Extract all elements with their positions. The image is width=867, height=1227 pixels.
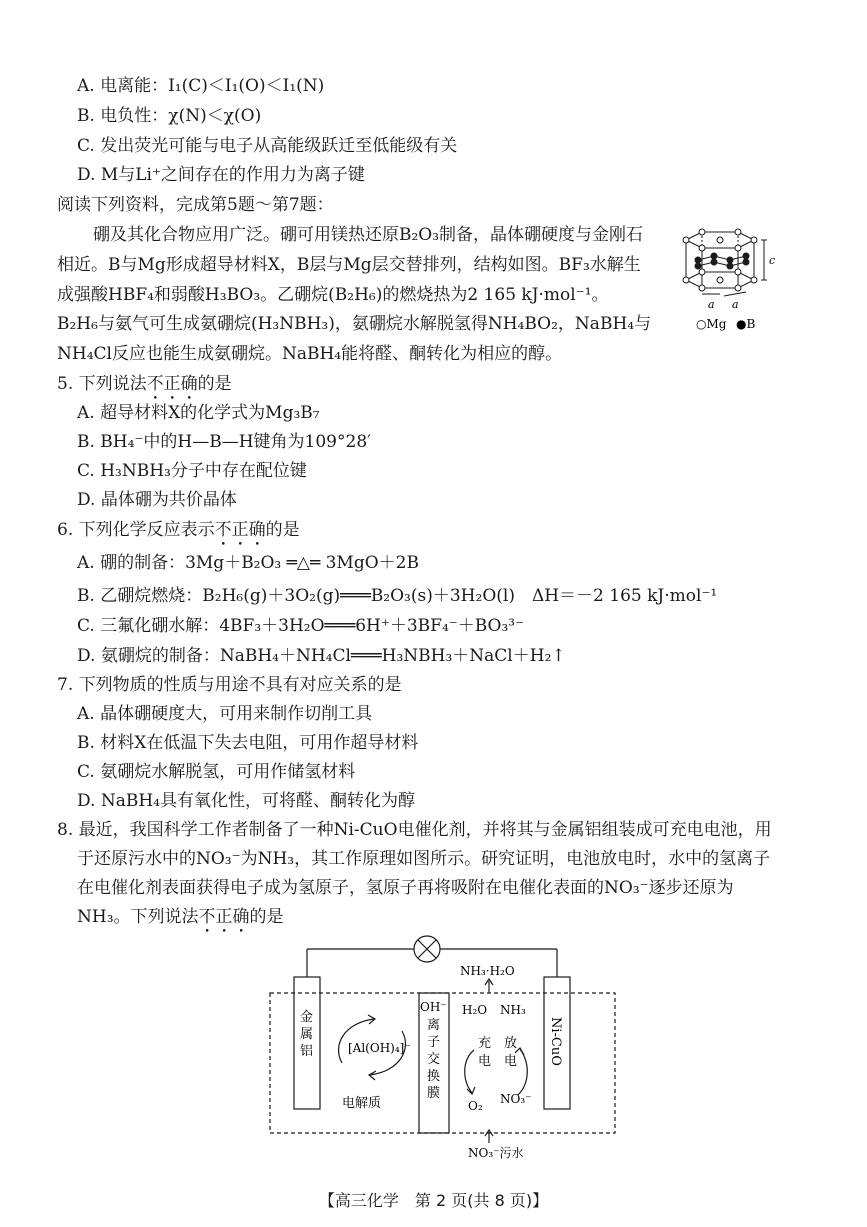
q5-stem (57, 372, 232, 404)
battery-diagram (262, 935, 622, 1160)
q6-stem (57, 518, 300, 550)
diagram-discharge-char-2: 电 (504, 1054, 518, 1069)
q8-line-3: 在电催化剂表面获得电子成为氢原子，氢原子再将吸附在电催化表面的NO₃⁻逐步还原为 (77, 878, 734, 898)
reading-line-3: 成强酸HBF₄和弱酸H₃BO₃。乙硼烷(B₂H₆)的燃烧热为2 165 kJ·mol⁻¹。 (57, 285, 609, 305)
diagram-discharge-char-1: 放 (504, 1036, 518, 1051)
q7-option-b: B. 材料X在低温下失去电阻，可用作超导材料 (77, 733, 419, 753)
q4-option-b: B. 电负性：χ(N)＜χ(O) (77, 106, 262, 126)
q7-option-a: A. 晶体硼硬度大，可用来制作切削工具 (77, 704, 373, 724)
q8-last-emphasis: 不正确 (198, 907, 250, 927)
diagram-charge-char-1: 充 (478, 1036, 492, 1051)
diagram-membrane-char-4: 换 (427, 1069, 441, 1084)
diagram-membrane-char-1: 离 (427, 1018, 441, 1033)
diagram-no3: NO₃⁻ (500, 1092, 532, 1106)
diagram-nh3-h2o: NH₃·H₂O (460, 964, 515, 978)
q4-option-a: A. 电离能：I₁(C)＜I₁(O)＜I₁(N) (77, 76, 325, 96)
q5-option-c: C. H₃NBH₃分子中存在配位键 (77, 461, 307, 481)
diagram-membrane-oh: OH⁻ (420, 1000, 447, 1014)
q6-option-c: C. 三氟化硼水解：4BF₃＋3H₂O═══6H⁺＋3BF₄⁻＋BO₃³⁻ (77, 616, 525, 636)
page-footer: 【高三化学 第 2 页(共 8 页)】 (318, 1191, 549, 1210)
diagram-o2: O₂ (468, 1099, 483, 1113)
q5-option-d: D. 晶体硼为共价晶体 (77, 490, 237, 510)
diagram-membrane-char-5: 膜 (427, 1086, 441, 1101)
q5-option-b: B. BH₄⁻中的H—B—H键角为109°28′ (77, 432, 371, 452)
q4-option-d: D. M与Li⁺之间存在的作用力为离子键 (77, 165, 365, 185)
q5-stem-post: 的是 (197, 374, 232, 394)
crystal-structure-figure (672, 218, 802, 338)
q6-stem-post: 的是 (265, 520, 300, 540)
reading-line-2: 相近。B与Mg形成超导材料X，B层与Mg层交替排列，结构如图。BF₃水解生 (57, 255, 641, 275)
diagram-charge-char-2: 电 (478, 1054, 492, 1069)
diagram-al-char-3: 铝 (300, 1044, 314, 1059)
q7-option-c: C. 氨硼烷水解脱氢，可用作储氢材料 (77, 762, 356, 782)
crystal-legend-b: ●B (736, 317, 756, 331)
q4-option-c: C. 发出荧光可能与电子从高能级跃迁至低能级有关 (77, 136, 458, 156)
q8-line-4 (77, 905, 284, 937)
diagram-membrane-char-3: 交 (427, 1052, 441, 1067)
q5-stem-pre: 5. 下列说法 (57, 374, 147, 394)
crystal-label-a1: a (708, 298, 715, 311)
q5-option-a: A. 超导材料X的化学式为Mg₃B₇ (77, 403, 320, 423)
diagram-al-char-1: 金 (300, 1010, 314, 1025)
q8-line-2: 于还原污水中的NO₃⁻为NH₃，其工作原理如图所示。研究证明，电池放电时，水中的氢离子 (77, 849, 771, 869)
reading-line-1: 硼及其化合物应用广泛。硼可用镁热还原B₂O₃制备，晶体硼硬度与金刚石 (93, 225, 644, 245)
q8-last-pre: NH₃。下列说法 (77, 907, 199, 927)
q8-line-1: 8. 最近，我国科学工作者制备了一种Ni-CuO电催化剂，并将其与金属铝组装成可充电电池，用 (57, 820, 772, 840)
reading-line-4: B₂H₆与氨气可生成氨硼烷(H₃NBH₃)，氨硼烷水解脱氢得NH₄BO₂，NaBH₄与 (57, 314, 652, 334)
diagram-nicuo: Ni-CuO (548, 1017, 563, 1066)
diagram-al-char-2: 属 (300, 1027, 314, 1042)
q7-option-d: D. NaBH₄具有氧化性，可将醛、酮转化为醇 (77, 791, 415, 811)
reading-intro: 阅读下列资料，完成第5题～第7题： (57, 195, 334, 215)
diagram-nh3: NH₃ (500, 1003, 526, 1017)
crystal-legend-mg: ○Mg (696, 317, 727, 331)
q8-last-post: 的是 (249, 907, 284, 927)
q7-stem: 7. 下列物质的性质与用途不具有对应关系的是 (57, 675, 402, 695)
q6-stem-pre: 6. 下列化学反应表示 (57, 520, 215, 540)
diagram-electrolyte: 电解质 (342, 1096, 382, 1111)
q6-option-a: A. 硼的制备：3Mg＋B₂O₃ ═△═ 3MgO＋2B (77, 553, 419, 573)
q6-option-b: B. 乙硼烷燃烧：B₂H₆(g)＋3O₂(g)═══B₂O₃(s)＋3H₂O(l) ΔH＝－2 165 kJ·mol⁻¹ (77, 586, 718, 606)
crystal-label-a2: a (732, 298, 739, 311)
diagram-membrane-char-2: 子 (427, 1035, 441, 1050)
diagram-al-complex: [Al(OH)₄]⁻ (348, 1041, 411, 1055)
diagram-h2o: H₂O (462, 1003, 488, 1017)
q5-stem-emphasis: 不正确 (146, 374, 198, 394)
reading-line-5: NH₄Cl反应也能生成氨硼烷。NaBH₄能将醛、酮转化为相应的醇。 (57, 344, 563, 364)
crystal-label-c: c (769, 254, 776, 267)
diagram-wastewater: NO₃⁻污水 (468, 1146, 524, 1160)
q6-option-d: D. 氨硼烷的制备：NaBH₄＋NH₄Cl═══H₃NBH₃＋NaCl＋H₂↑ (77, 646, 566, 666)
q6-stem-emphasis: 不正确 (214, 520, 266, 540)
